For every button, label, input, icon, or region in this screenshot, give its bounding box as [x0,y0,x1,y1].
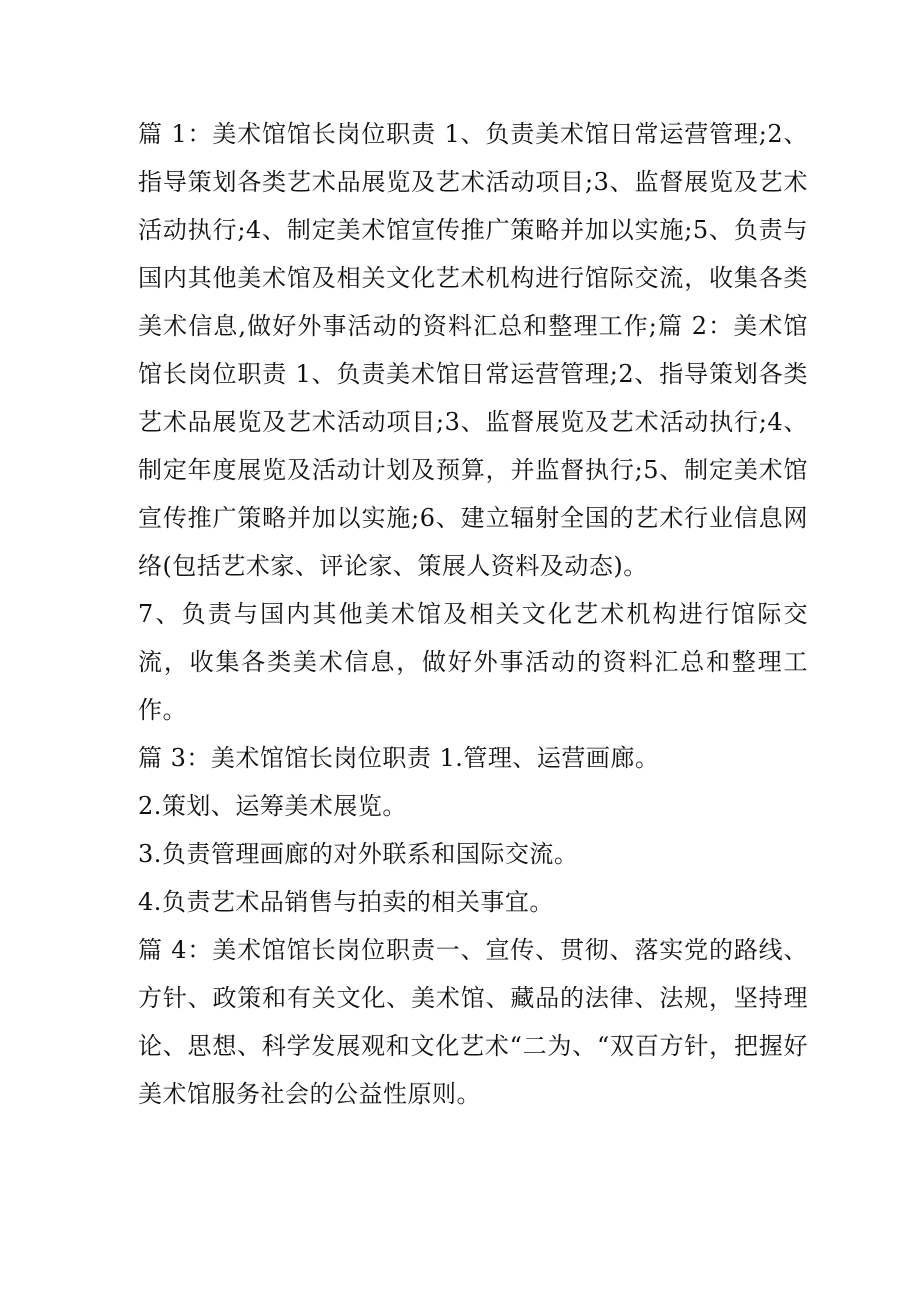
paragraph-section-3-heading: 篇 3：美术馆馆长岗位职责 1.管理、运营画廊。 [138,744,660,772]
paragraph-item-4: 4.负责艺术品销售与拍卖的相关事宜。 [138,888,554,916]
paragraph-section-4: 篇 4：美术馆馆长岗位职责一、宣传、贯彻、落实党的路线、方针、政策和有关文化、美术馆、藏品的法律、法规，坚持理论、思想、科学发展观和文化艺术“二为、“双百方针，把握好美术馆服务社会的公益性原则。 [138,936,808,1108]
paragraph-section-1-2: 篇 1：美术馆馆长岗位职责 1、负责美术馆日常运营管理;2、指导策划各类艺术品展览及艺术活动项目;3、监督展览及艺术活动执行;4、制定美术馆宣传推广策略并加以实施;5、负责与国内其他美术馆及相关文化艺术机构进行馆际交流，收集各类美术信息,做好外事活动的资料汇总和整理工作;篇 2：美术馆馆长岗位职责 1、负责美术馆日常运营管理;2、指导策划各类艺术品展览及艺术活动项目;3、监督展览及艺术活动执行;4、制定年度展览及活动计划及预算，并监督执行;5、制定美术馆宣传推广策略并加以实施;6、建立辐射全国的艺术行业信息网络(包括艺术家、评论家、策展人资料及动态)。 [138,120,808,580]
paragraph-item-2: 2.策划、运筹美术展览。 [138,792,407,820]
document-body [138,110,808,1118]
paragraph-item-3: 3.负责管理画廊的对外联系和国际交流。 [138,840,579,868]
paragraph-item-7: 7、负责与国内其他美术馆及相关文化艺术机构进行馆际交流，收集各类美术信息，做好外事活动的资料汇总和整理工作。 [138,600,808,724]
